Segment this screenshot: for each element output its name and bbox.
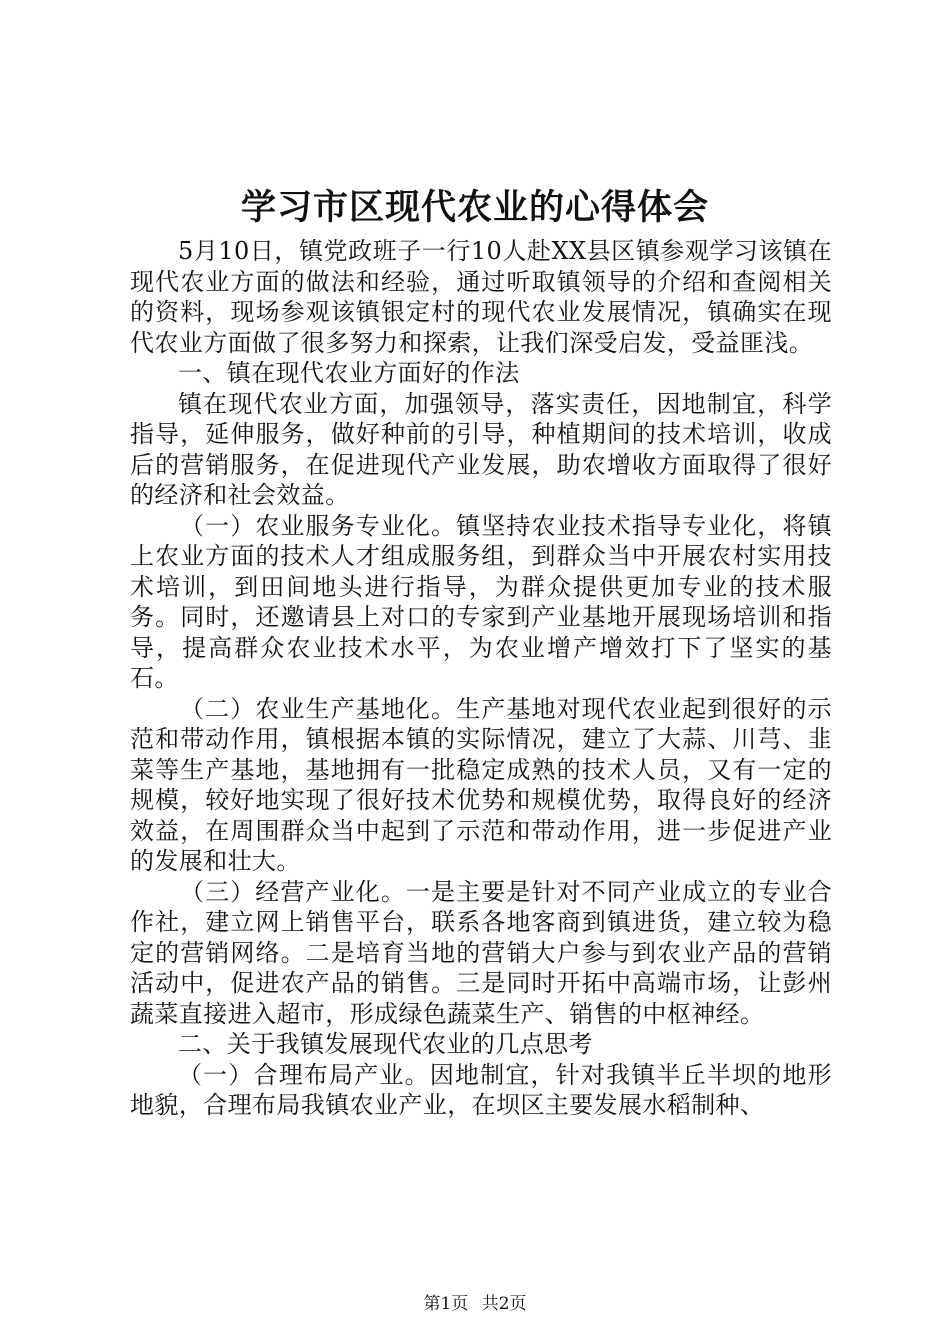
document-body [130,236,832,1121]
page-number: 第1页 [423,1294,469,1314]
paragraph-thought-1: （一）合理布局产业。因地制宜，针对我镇半丘半坝的地形地貌，合理布局我镇农业产业，在坝区主要发展水稻制种、 [130,1060,832,1119]
paragraph-item-3: （三）经营产业化。一是主要是针对不同产业成立的专业合作社，建立网上销售平台，联系各地客商到镇进货，建立较为稳定的营销网络。二是培育当地的营销大户参与到农业产品的营销活动中，促进农产品的销售。三是同时开拓中高端市场，让彭州蔬菜直接进入超市，形成绿色蔬菜生产、销售的中枢神经。 [130,877,832,1028]
paragraph-intro: 5月10日，镇党政班子一行10人赴XX县区镇参观学习该镇在现代农业方面的做法和经验，通过听取镇领导的介绍和查阅相关的资料，现场参观该镇银定村的现代农业发展情况，镇确实在现代农业方面做了很多努力和探索，让我们深受启发，受益匪浅。 [130,237,832,357]
section-heading-1: 一、镇在现代农业方面好的作法 [178,359,520,387]
paragraph-item-2: （二）农业生产基地化。生产基地对现代农业起到很好的示范和带动作用，镇根据本镇的实际情况，建立了大蒜、川芎、韭菜等生产基地，基地拥有一批稳定成熟的技术人员，又有一定的规模，较好地实现了很好技术优势和规模优势，取得良好的经济效益，在周围群众当中起到了示范和带动作用，进一步促进产业的发展和壮大。 [130,694,832,875]
page-footer [0,1293,950,1315]
paragraph-overview: 镇在现代农业方面，加强领导，落实责任，因地制宜，科学指导，延伸服务，做好种前的引导，种植期间的技术培训，收成后的营销服务，在促进现代产业发展，助农增收方面取得了很好的经济和社会效益。 [130,389,832,509]
page-total: 共2页 [481,1294,527,1314]
section-heading-2: 二、关于我镇发展现代农业的几点思考 [178,1030,593,1058]
document-title: 学习市区现代农业的心得体会 [240,187,709,228]
paragraph-item-1: （一）农业服务专业化。镇坚持农业技术指导专业化，将镇上农业方面的技术人才组成服务组，到群众当中开展农村实用技术培训，到田间地头进行指导，为群众提供更加专业的技术服务。同时，还邀请县上对口的专家到产业基地开展现场培训和指导，提高群众农业技术水平，为农业增产增效打下了坚实的基石。 [130,511,832,692]
